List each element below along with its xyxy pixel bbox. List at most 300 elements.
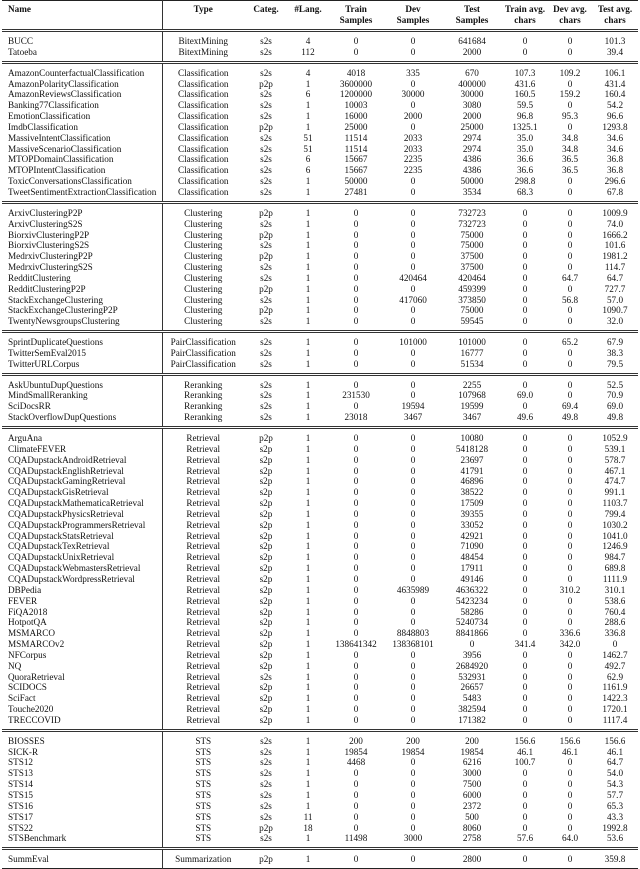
- cell-train-samples: 0: [353, 617, 359, 628]
- cell-name: STS16: [2, 801, 162, 812]
- cell-type: Retrieval: [186, 595, 221, 606]
- cell-languages: 1: [305, 541, 311, 552]
- cell-test-samples: 5423234: [455, 595, 489, 606]
- cell-dev-samples: 0: [410, 443, 416, 454]
- cell-train-samples: 0: [353, 229, 359, 240]
- cell-test-samples: 2684920: [455, 660, 489, 671]
- cell-dev-avg-chars: 64.0: [561, 833, 579, 844]
- cell-languages: 1: [305, 768, 311, 779]
- cell-test-samples: 3080: [462, 100, 482, 111]
- cell-name: StackOverflowDupQuestions: [2, 412, 162, 427]
- cell-train-avg-chars: 0: [522, 584, 528, 595]
- cell-languages: 1: [305, 573, 311, 584]
- cell-dev-avg-chars: 64.7: [561, 272, 579, 283]
- cell-train-avg-chars: 0: [522, 229, 528, 240]
- cell-train-samples: 0: [353, 337, 359, 348]
- table-row: [2, 730, 638, 746]
- table-row: [2, 715, 638, 730]
- cell-test-avg-chars: 57.0: [606, 294, 624, 305]
- cell-dev-avg-chars: 109.2: [559, 67, 581, 78]
- cell-languages: 6: [305, 165, 311, 176]
- cell-train-avg-chars: 0: [522, 800, 528, 811]
- cell-train-samples: 0: [353, 800, 359, 811]
- cell-dev-samples: 0: [410, 693, 416, 704]
- cell-name: STS22: [2, 823, 162, 834]
- cell-train-avg-chars: 0: [522, 207, 528, 218]
- cell-dev-avg-chars: 156.6: [559, 735, 581, 746]
- cell-test-samples: 532931: [458, 671, 486, 682]
- cell-languages: 51: [303, 143, 313, 154]
- cell-category: s2s: [260, 218, 272, 229]
- cell-test-samples: 6000: [462, 790, 482, 800]
- cell-train-samples: 0: [353, 347, 359, 358]
- table-row: [2, 428, 638, 444]
- cell-train-avg-chars: 36.6: [516, 154, 534, 165]
- cell-dev-avg-chars: 0: [567, 822, 573, 833]
- cell-languages: 1: [305, 854, 311, 865]
- cell-train-avg-chars: 0: [522, 36, 528, 46]
- header-train-avg-chars: Train avg. chars: [502, 1, 548, 31]
- table-row: [2, 202, 638, 218]
- cell-type: Classification: [177, 132, 229, 143]
- cell-category: s2p: [259, 682, 273, 693]
- cell-test-samples: 10080: [460, 433, 484, 443]
- cell-name: CQADupstackWebmastersRetrieval: [2, 563, 162, 574]
- cell-category: s2p: [259, 563, 273, 574]
- cell-dev-samples: 0: [410, 779, 416, 790]
- cell-train-samples: 0: [353, 682, 359, 693]
- cell-train-samples: 25000: [344, 121, 368, 132]
- cell-train-samples: 231530: [342, 390, 370, 401]
- cell-type: Retrieval: [186, 563, 221, 574]
- cell-train-avg-chars: 0: [522, 476, 528, 487]
- cell-test-avg-chars: 1052.9: [602, 433, 628, 443]
- cell-train-samples: 15667: [344, 165, 368, 176]
- cell-dev-avg-chars: 0: [567, 465, 573, 476]
- cell-languages: 1: [305, 454, 311, 465]
- cell-train-avg-chars: 57.6: [516, 833, 534, 844]
- table-row: [2, 607, 638, 618]
- cell-test-samples: 23697: [460, 454, 484, 465]
- cell-test-samples: 48454: [460, 552, 484, 563]
- cell-dev-samples: 0: [410, 316, 416, 327]
- cell-name: STS12: [2, 757, 162, 768]
- cell-train-avg-chars: 0: [522, 46, 528, 57]
- cell-train-avg-chars: 0: [522, 790, 528, 800]
- cell-test-samples: 2758: [462, 833, 482, 844]
- cell-languages: 1: [305, 390, 311, 401]
- cell-test-samples: 3467: [462, 412, 482, 423]
- table-header: [2, 1, 638, 31]
- cell-category: s2s: [260, 143, 272, 154]
- cell-languages: 1: [305, 671, 311, 682]
- cell-type: PairClassification: [170, 358, 236, 369]
- cell-dev-samples: 0: [410, 790, 416, 800]
- cell-dev-samples: 0: [410, 305, 416, 316]
- cell-test-samples: 37500: [460, 251, 484, 262]
- cell-name: BUCC: [2, 31, 162, 47]
- cell-name: BIOSSES: [2, 730, 162, 746]
- cell-dev-avg-chars: 0: [567, 454, 573, 465]
- cell-name: CQADupstackPhysicsRetrieval: [2, 509, 162, 520]
- cell-dev-avg-chars: 310.2: [559, 584, 581, 595]
- cell-type: Retrieval: [186, 584, 221, 595]
- cell-test-samples: 75000: [460, 240, 484, 251]
- table-row: [2, 31, 638, 47]
- cell-type: Retrieval: [186, 519, 221, 530]
- cell-category: s2s: [260, 262, 272, 273]
- cell-name: TwitterSemEval2015: [2, 348, 162, 359]
- cell-train-avg-chars: 0: [522, 649, 528, 660]
- cell-dev-avg-chars: 0: [567, 390, 573, 401]
- cell-type: STS: [195, 822, 212, 833]
- cell-train-samples: 0: [353, 530, 359, 541]
- cell-train-avg-chars: 0: [522, 811, 528, 822]
- cell-train-avg-chars: 0: [522, 218, 528, 229]
- cell-test-avg-chars: 0: [612, 639, 618, 650]
- cell-test-samples: 2000: [462, 111, 482, 122]
- cell-category: s2s: [260, 100, 272, 111]
- cell-train-samples: 0: [353, 272, 359, 283]
- table-row: [2, 273, 638, 284]
- cell-train-samples: 11514: [344, 143, 368, 154]
- cell-train-avg-chars: 160.5: [514, 89, 536, 100]
- cell-category: s2s: [260, 316, 272, 327]
- cell-test-samples: 51534: [460, 358, 484, 369]
- cell-train-samples: 0: [353, 443, 359, 454]
- cell-languages: 4: [305, 36, 311, 46]
- cell-type: Retrieval: [186, 606, 221, 617]
- cell-test-samples: 75000: [460, 305, 484, 316]
- cell-test-avg-chars: 1246.9: [602, 541, 628, 552]
- cell-dev-avg-chars: 36.5: [561, 154, 579, 165]
- cell-test-samples: 8841866: [455, 628, 489, 639]
- cell-train-avg-chars: 0: [522, 552, 528, 563]
- cell-category: s2p: [259, 465, 273, 476]
- cell-category: p2p: [259, 121, 273, 132]
- cell-dev-samples: 0: [410, 822, 416, 833]
- cell-name: ArxivClusteringP2P: [2, 202, 162, 218]
- cell-category: s2p: [259, 573, 273, 584]
- table-row: [2, 79, 638, 90]
- cell-test-avg-chars: 67.9: [606, 337, 624, 348]
- cell-train-avg-chars: 0: [522, 822, 528, 833]
- cell-dev-samples: 0: [410, 530, 416, 541]
- cell-name: ArxivClusteringS2S: [2, 219, 162, 230]
- cell-train-samples: 0: [353, 498, 359, 509]
- table-row: [2, 757, 638, 768]
- cell-dev-samples: 0: [410, 660, 416, 671]
- table-row: [2, 466, 638, 477]
- cell-type: Classification: [177, 186, 229, 197]
- cell-test-avg-chars: 467.1: [604, 465, 626, 476]
- cell-train-avg-chars: 0: [522, 617, 528, 628]
- cell-type: STS: [195, 779, 212, 790]
- cell-dev-samples: 0: [410, 390, 416, 401]
- cell-name: SprintDuplicateQuestions: [2, 332, 162, 348]
- cell-test-avg-chars: 1293.8: [602, 121, 628, 132]
- cell-languages: 1: [305, 508, 311, 519]
- cell-train-avg-chars: 0: [522, 541, 528, 552]
- cell-test-avg-chars: 34.6: [606, 132, 624, 143]
- cell-name: STS17: [2, 812, 162, 823]
- cell-languages: 1: [305, 487, 311, 498]
- cell-train-samples: 0: [353, 46, 359, 57]
- cell-category: p2p: [259, 822, 273, 833]
- cell-train-avg-chars: 0: [522, 519, 528, 530]
- table-row: [2, 498, 638, 509]
- cell-dev-samples: 0: [410, 800, 416, 811]
- cell-test-samples: 2255: [462, 379, 482, 390]
- cell-train-avg-chars: 431.6: [514, 78, 536, 89]
- cell-category: s2p: [259, 487, 273, 498]
- cell-train-samples: 0: [353, 595, 359, 606]
- cell-dev-avg-chars: 0: [567, 46, 573, 57]
- cell-test-avg-chars: 57.7: [606, 790, 624, 800]
- cell-test-samples: 4636322: [455, 584, 489, 595]
- cell-category: s2s: [260, 46, 272, 57]
- cell-name: ArguAna: [2, 428, 162, 444]
- cell-train-avg-chars: 69.0: [516, 390, 534, 401]
- cell-test-avg-chars: 1030.2: [602, 519, 628, 530]
- cell-train-avg-chars: 0: [522, 595, 528, 606]
- cell-type: Retrieval: [186, 552, 221, 563]
- cell-test-samples: 3534: [462, 186, 482, 197]
- cell-type: Classification: [177, 89, 229, 100]
- cell-languages: 1: [305, 746, 311, 757]
- table-row: [2, 801, 638, 812]
- cell-train-avg-chars: 100.7: [514, 757, 536, 768]
- cell-train-samples: 200: [349, 735, 363, 746]
- cell-dev-avg-chars: 0: [567, 433, 573, 443]
- table-row: [2, 531, 638, 542]
- cell-dev-avg-chars: 0: [567, 606, 573, 617]
- cell-train-samples: 0: [353, 552, 359, 563]
- cell-test-avg-chars: 101.6: [604, 240, 626, 251]
- cell-name: AskUbuntuDupQuestions: [2, 374, 162, 390]
- cell-languages: 6: [305, 154, 311, 165]
- cell-languages: 11: [303, 811, 313, 822]
- cell-type: Summarization: [175, 854, 232, 865]
- cell-test-samples: 58286: [460, 606, 484, 617]
- table-row: [2, 693, 638, 704]
- cell-category: s2s: [260, 272, 272, 283]
- cell-type: Clustering: [184, 207, 223, 218]
- cell-languages: 1: [305, 595, 311, 606]
- cell-test-avg-chars: 38.3: [606, 347, 624, 358]
- cell-dev-avg-chars: 0: [567, 660, 573, 671]
- cell-train-avg-chars: 0: [522, 294, 528, 305]
- cell-type: Clustering: [184, 240, 223, 251]
- table-row: [2, 812, 638, 823]
- table-row: [2, 628, 638, 639]
- header-category: Categ.: [244, 1, 288, 31]
- cell-dev-samples: 4635989: [396, 584, 430, 595]
- table-row: [2, 219, 638, 230]
- header-test-avg-chars: Test avg. chars: [592, 1, 638, 31]
- cell-category: s2s: [260, 735, 272, 746]
- cell-train-samples: 0: [353, 508, 359, 519]
- cell-dev-samples: 19854: [401, 746, 425, 757]
- cell-test-avg-chars: 39.4: [606, 46, 624, 57]
- cell-languages: 1: [305, 530, 311, 541]
- cell-languages: 1: [305, 207, 311, 218]
- cell-train-avg-chars: 298.8: [514, 176, 536, 187]
- cell-dev-avg-chars: 0: [567, 704, 573, 715]
- header-type: Type: [162, 1, 244, 31]
- cell-languages: 1: [305, 649, 311, 660]
- cell-type: Clustering: [184, 262, 223, 273]
- cell-languages: 1: [305, 563, 311, 574]
- cell-type: Classification: [177, 78, 229, 89]
- cell-type: Retrieval: [186, 704, 221, 715]
- cell-languages: 1: [305, 476, 311, 487]
- cell-dev-samples: 0: [410, 573, 416, 584]
- cell-test-avg-chars: 49.8: [606, 412, 624, 423]
- cell-test-avg-chars: 1462.7: [602, 649, 628, 660]
- cell-category: s2s: [260, 337, 272, 348]
- table-row: [2, 401, 638, 412]
- cell-train-samples: 0: [353, 283, 359, 294]
- cell-train-samples: 0: [353, 704, 359, 715]
- cell-category: s2s: [260, 390, 272, 401]
- cell-category: s2s: [260, 132, 272, 143]
- cell-languages: 1: [305, 229, 311, 240]
- cell-dev-samples: 0: [410, 595, 416, 606]
- cell-languages: 112: [301, 46, 315, 57]
- cell-test-avg-chars: 431.4: [604, 78, 626, 89]
- cell-train-samples: 15667: [344, 154, 368, 165]
- cell-test-samples: 33052: [460, 519, 484, 530]
- cell-test-avg-chars: 79.5: [606, 358, 624, 369]
- cell-dev-samples: 0: [410, 46, 416, 57]
- cell-train-samples: 0: [353, 262, 359, 273]
- cell-languages: 1: [305, 121, 311, 132]
- cell-train-avg-chars: 0: [522, 693, 528, 704]
- cell-dev-avg-chars: 0: [567, 573, 573, 584]
- cell-type: Classification: [177, 165, 229, 176]
- cell-dev-samples: 0: [410, 552, 416, 563]
- cell-languages: 1: [305, 443, 311, 454]
- cell-dev-avg-chars: 0: [567, 779, 573, 790]
- cell-train-samples: 0: [353, 573, 359, 584]
- cell-train-samples: 0: [353, 519, 359, 530]
- cell-dev-samples: 0: [410, 379, 416, 390]
- cell-dev-samples: 0: [410, 262, 416, 273]
- cell-name: MindSmallReranking: [2, 390, 162, 401]
- cell-dev-samples: 0: [410, 78, 416, 89]
- cell-test-avg-chars: 106.1: [604, 67, 626, 78]
- cell-test-samples: 2372: [462, 800, 482, 811]
- cell-test-samples: 420464: [458, 272, 486, 283]
- table-row: [2, 89, 638, 100]
- table-row: [2, 295, 638, 306]
- cell-test-avg-chars: 799.4: [604, 508, 626, 519]
- cell-name: CQADupstackWordpressRetrieval: [2, 574, 162, 585]
- cell-dev-avg-chars: 0: [567, 78, 573, 89]
- cell-test-avg-chars: 69.0: [606, 401, 624, 412]
- cell-dev-avg-chars: 0: [567, 671, 573, 682]
- cell-category: s2p: [259, 530, 273, 541]
- cell-test-avg-chars: 760.4: [604, 606, 626, 617]
- cell-category: s2p: [259, 584, 273, 595]
- cell-category: p2p: [259, 251, 273, 262]
- cell-train-avg-chars: 0: [522, 283, 528, 294]
- cell-dev-samples: 0: [410, 498, 416, 509]
- cell-dev-avg-chars: 342.0: [559, 639, 581, 650]
- cell-test-avg-chars: 54.0: [606, 768, 624, 779]
- cell-name: MSMARCOv2: [2, 639, 162, 650]
- cell-test-samples: 2974: [462, 132, 482, 143]
- cell-test-avg-chars: 1161.9: [602, 682, 628, 693]
- cell-test-avg-chars: 64.7: [606, 757, 624, 768]
- cell-dev-avg-chars: 34.8: [561, 132, 579, 143]
- group-reranking: [2, 374, 638, 427]
- cell-languages: 1: [305, 401, 311, 412]
- cell-dev-samples: 0: [410, 207, 416, 218]
- cell-category: s2p: [259, 552, 273, 563]
- cell-dev-samples: 3467: [403, 412, 423, 423]
- cell-name: STSBenchmark: [2, 833, 162, 848]
- cell-languages: 1: [305, 433, 311, 443]
- cell-test-avg-chars: 288.6: [604, 617, 626, 628]
- cell-dev-avg-chars: 46.1: [561, 746, 579, 757]
- cell-category: p2p: [259, 78, 273, 89]
- table-row: [2, 747, 638, 758]
- cell-dev-samples: 417060: [399, 294, 427, 305]
- cell-dev-samples: 3000: [403, 833, 423, 844]
- cell-dev-samples: 0: [410, 251, 416, 262]
- cell-name: MedrxivClusteringS2S: [2, 262, 162, 273]
- table-row: [2, 682, 638, 693]
- cell-test-samples: 19599: [460, 401, 484, 412]
- cell-type: BitextMining: [178, 46, 228, 57]
- cell-train-avg-chars: 0: [522, 433, 528, 443]
- cell-train-avg-chars: 59.5: [516, 100, 534, 111]
- cell-train-avg-chars: 0: [522, 347, 528, 358]
- cell-train-samples: 0: [353, 251, 359, 262]
- cell-train-avg-chars: 35.0: [516, 143, 534, 154]
- cell-name: RedditClustering: [2, 273, 162, 284]
- table-row: [2, 359, 638, 374]
- cell-dev-avg-chars: 0: [567, 682, 573, 693]
- table-row: [2, 262, 638, 273]
- cell-category: p2p: [259, 854, 273, 865]
- cell-test-avg-chars: 1992.8: [602, 822, 628, 833]
- cell-name: STS13: [2, 768, 162, 779]
- cell-train-samples: 0: [353, 628, 359, 639]
- cell-test-avg-chars: 1981.2: [602, 251, 628, 262]
- cell-dev-avg-chars: 0: [567, 790, 573, 800]
- cell-train-avg-chars: 0: [522, 498, 528, 509]
- header-test-samples: Test Samples: [442, 1, 502, 31]
- cell-dev-avg-chars: 0: [567, 563, 573, 574]
- table-row: [2, 596, 638, 607]
- cell-category: s2p: [259, 704, 273, 715]
- cell-name: MedrxivClusteringP2P: [2, 251, 162, 262]
- cell-dev-samples: 420464: [399, 272, 427, 283]
- cell-dev-samples: 0: [410, 714, 416, 725]
- cell-test-avg-chars: 53.6: [606, 833, 624, 844]
- cell-category: s2p: [259, 476, 273, 487]
- cell-train-avg-chars: 0: [522, 768, 528, 779]
- cell-dev-avg-chars: 0: [567, 218, 573, 229]
- header-languages: #Lang.: [288, 1, 328, 31]
- cell-train-samples: 0: [353, 584, 359, 595]
- cell-dev-samples: 0: [410, 358, 416, 369]
- cell-test-avg-chars: 67.8: [606, 186, 624, 197]
- cell-dev-avg-chars: 0: [567, 519, 573, 530]
